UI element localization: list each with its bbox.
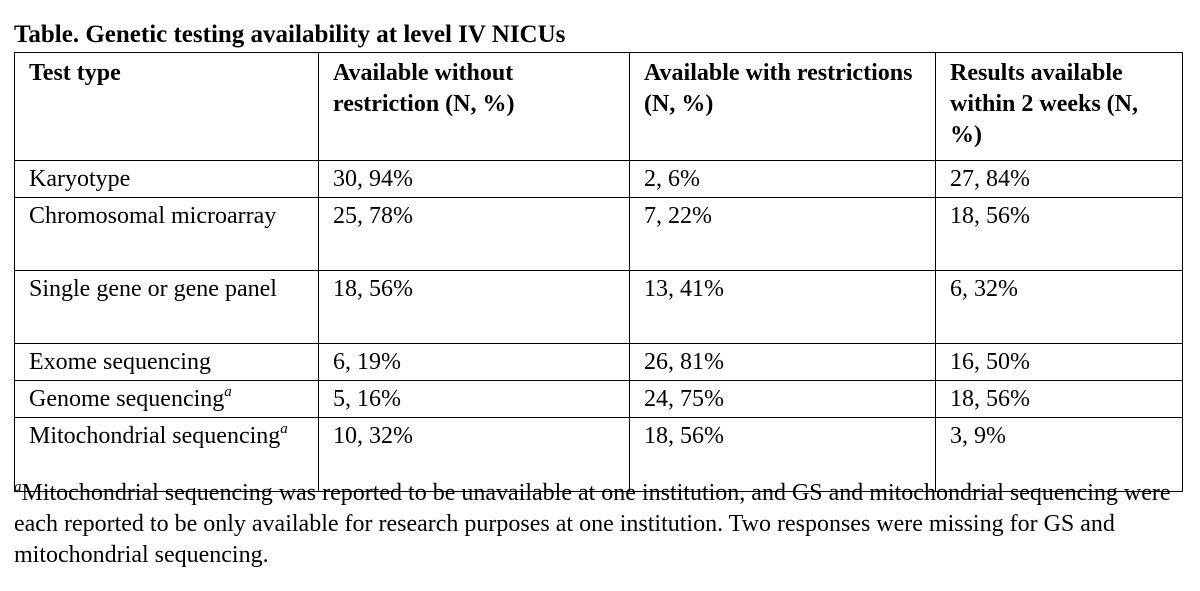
without-restriction-cell: 30, 94% [319,161,630,198]
footnote-marker: a [14,479,22,495]
table-row [15,344,1183,381]
within-2-weeks-cell: 27, 84% [936,161,1183,198]
test-type-cell: Genome sequencing$^a$ [15,381,319,418]
without-restriction-cell: 18, 56% [319,271,630,344]
without-restriction-cell: 25, 78% [319,198,630,271]
table-caption: Table. Genetic testing availability at level IV NICUs [14,21,566,48]
test-type-cell: Karyotype [15,161,319,198]
table-row [15,271,1183,344]
footnote-text: Mitochondrial sequencing was reported to be unavailable at one institution, and GS and mitochondrial sequencing were each reported to be only available for research purposes at one institution. Two responses were missing for GS and mitochondrial sequencing. [14,480,1171,568]
within-2-weeks-cell: 3, 9% [936,418,1183,492]
within-2-weeks-cell: 6, 32% [936,271,1183,344]
header-results-within-2-weeks: Results available within 2 weeks (N, %) [936,53,1183,161]
test-type-cell: Mitochondrial sequencing$^a$ [15,418,319,492]
without-restriction-cell: 10, 32% [319,418,630,492]
table-row [15,198,1183,271]
table-footnote [14,478,1184,571]
within-2-weeks-cell: 18, 56% [936,198,1183,271]
with-restrictions-cell: 26, 81% [630,344,936,381]
footnote-marker: a [280,421,288,437]
table-row [15,381,1183,418]
test-type-cell: Exome sequencing [15,344,319,381]
without-restriction-cell: 5, 16% [319,381,630,418]
genetic-testing-table [14,52,1183,492]
header-test-type: Test type [15,53,319,161]
with-restrictions-cell: 2, 6% [630,161,936,198]
header-row [15,53,1183,161]
within-2-weeks-cell: 16, 50% [936,344,1183,381]
header-available-without-restriction: Available without restriction (N, %) [319,53,630,161]
header-available-with-restrictions: Available with restrictions (N, %) [630,53,936,161]
test-type-cell: Single gene or gene panel [15,271,319,344]
within-2-weeks-cell: 18, 56% [936,381,1183,418]
footnote-marker: a [224,384,232,400]
test-type-cell: Chromosomal microarray [15,198,319,271]
with-restrictions-cell: 13, 41% [630,271,936,344]
without-restriction-cell: 6, 19% [319,344,630,381]
with-restrictions-cell: 7, 22% [630,198,936,271]
table-row [15,161,1183,198]
with-restrictions-cell: 24, 75% [630,381,936,418]
with-restrictions-cell: 18, 56% [630,418,936,492]
